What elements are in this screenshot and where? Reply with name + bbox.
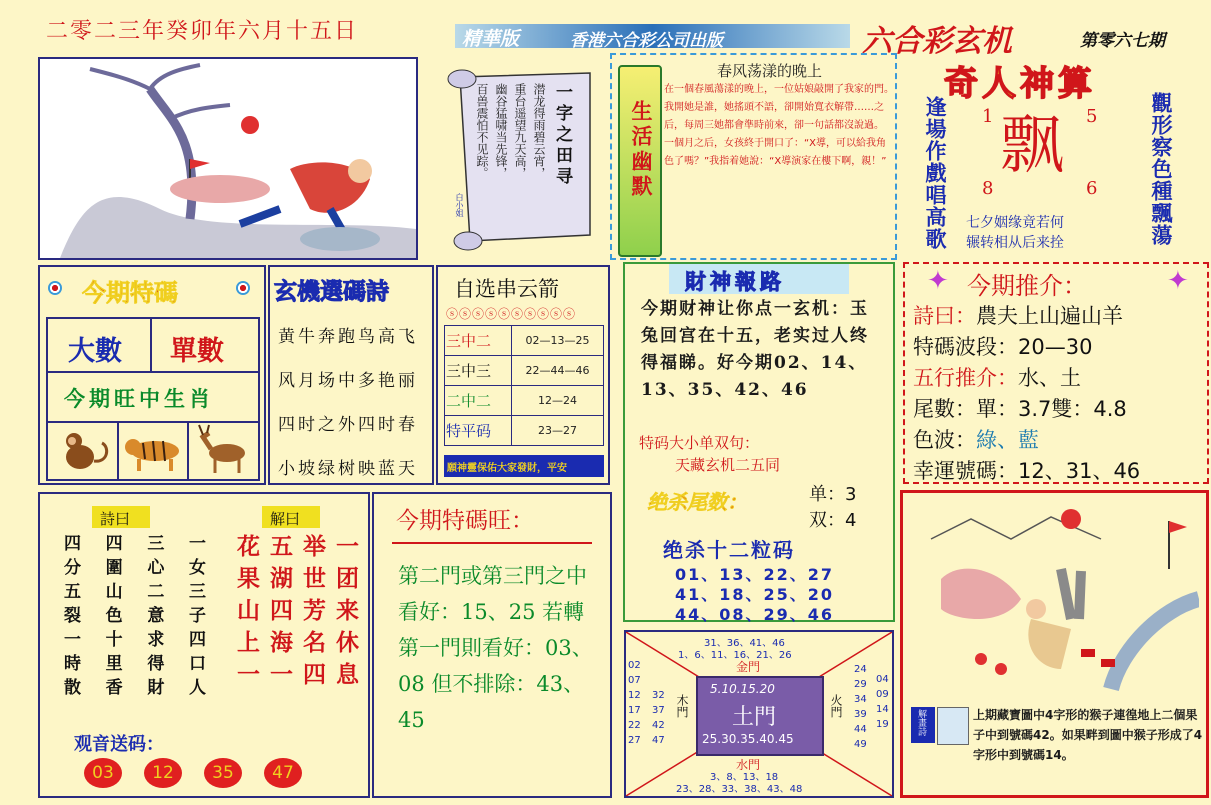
special-wang-panel <box>372 492 612 798</box>
recommend-row-6: 幸運號碼：12、31、46 <box>913 459 1141 483</box>
self-pick-label-2: 三中三 <box>445 356 512 386</box>
star-icon-right: ✦ <box>1167 266 1189 296</box>
gates-panel <box>624 630 894 798</box>
fortune-text: 今期财神让你点一玄机：玉兔回宫在十五，老实过人终得福睇。好今期02、14、13、35、42、46 <box>641 299 869 400</box>
special-code-panel <box>38 265 266 485</box>
picture-riddle-panel <box>900 490 1209 798</box>
self-pick-value-4: 23—27 <box>512 416 604 446</box>
fortune-title: 財神報路 <box>685 269 785 294</box>
riddle-number-4: 6 <box>1086 178 1098 199</box>
riddle-poem-line-2: 辗转相从后来拴 <box>966 235 1064 251</box>
picture-riddle-badge: 解畫詩 <box>916 709 926 736</box>
recommend-panel <box>903 262 1209 484</box>
special-code-title: 今期特碼 <box>82 278 178 307</box>
fortune-kill12-row-2: 41、18、25、20 <box>675 585 835 604</box>
code-poem-line-2: 风月场中多艳丽 <box>278 371 418 391</box>
fortune-panel <box>623 262 895 622</box>
recommend-row-5: 色波：綠、藍 <box>913 428 1039 452</box>
riddle-center-char: 飘 <box>1000 109 1064 183</box>
single-number-label: 單數 <box>170 336 224 367</box>
scroll-tag: 白小姐 <box>455 193 464 217</box>
humor-title: 春风荡漾的晚上 <box>717 62 823 80</box>
self-pick-value-3: 12—24 <box>512 386 604 416</box>
guanyin-ball-2: 12 <box>144 758 182 788</box>
recommend-row-3: 五行推介：水、土 <box>913 366 1081 390</box>
gates-fire: 火門 <box>829 694 843 718</box>
self-pick-wave: ⓢⓢⓢⓢⓢⓢⓢⓢⓢⓢ <box>446 307 577 321</box>
zodiac-title: 今期旺中生肖 <box>64 386 214 411</box>
scroll-poem-line-4: 百兽震怕不见踪。 <box>475 83 489 179</box>
humor-text: 在一個春風蕩漾的晚上，一位姑娘敲開了我家的門。 我開她是誰，她搖頭不語，卻開始寬衣解帶……之后，每周三她都會準時前來，卻一句話都沒說過。一個月之后，女孩終于開口了：“X導，可以給我角色了嗎？”我指着她說：“X導演家在樓下啊，親！” <box>664 84 899 167</box>
poem-col-2: 三心二意求得財 <box>143 534 164 702</box>
code-poem-panel <box>268 265 434 485</box>
picture-icon <box>937 707 969 745</box>
poem-label: 詩曰 <box>100 510 131 528</box>
solution-col-3: 五湖四海一 <box>266 534 293 694</box>
gates-right-col1: 24 29 34 39 44 49 <box>854 664 867 750</box>
self-pick-footer: 願神靈保佑大家發財，平安 <box>447 463 567 474</box>
gates-right-col2: 04 09 14 19 <box>876 674 889 730</box>
gates-bottom-nums-1: 3、8、13、18 <box>710 772 779 783</box>
self-pick-label-1: 三中二 <box>445 326 512 356</box>
gates-wood: 木門 <box>675 694 689 718</box>
gates-left-col2: 32 37 42 47 <box>652 690 665 746</box>
tiger-icon <box>119 423 190 479</box>
guanyin-label: 观音送码： <box>74 734 164 755</box>
scroll-poem-line-2: 重台遥望九天高， <box>513 83 527 179</box>
code-poem-line-3: 四时之外四时春 <box>278 415 418 435</box>
recommend-row-2: 特碼波段：20—30 <box>913 335 1093 359</box>
poem-col-3: 四圍山色十里香 <box>101 534 122 702</box>
header-edition: 精華版 <box>462 28 520 50</box>
recommend-row-1: 詩曰：農夫上山遍山羊 <box>913 304 1123 328</box>
humor-vertical-label: 生活幽默 <box>629 100 654 200</box>
code-poem-line-4: 小坡绿树映蓝天 <box>278 459 418 479</box>
scroll-title: 一字之田寻 <box>552 83 572 188</box>
riddle-left-text: 逢場作戲唱高歌 <box>923 96 948 250</box>
gates-earth: 土門 <box>732 705 777 730</box>
recommend-row-4: 尾數：單：3.7雙：4.8 <box>913 397 1127 421</box>
target-icon-right <box>236 281 250 295</box>
poem-col-1: 一女三子四口人 <box>184 534 205 702</box>
riddle-right-text: 觀形察色種飄蕩 <box>1149 92 1174 246</box>
scroll-panel <box>440 65 605 255</box>
single-number-cell <box>152 317 260 373</box>
illustration-running-man <box>38 57 418 260</box>
recommend-rows <box>913 300 1209 486</box>
code-poem-line-1: 黄牛奔跑鸟高飞 <box>278 327 418 347</box>
humor-panel <box>610 53 897 260</box>
solution-col-4: 花果山上一 <box>233 534 260 694</box>
zodiac-title-cell <box>46 373 260 423</box>
star-icon-left: ✦ <box>927 266 949 296</box>
fortune-kill-single: 单：3 <box>809 484 857 505</box>
solution-columns <box>234 534 362 734</box>
self-pick-label-4: 特平码 <box>445 416 512 446</box>
gates-earth-bottom: 25.30.35.40.45 <box>702 732 794 746</box>
picture-riddle-illustration <box>911 499 1199 694</box>
fortune-kill-tail-title: 绝杀尾数： <box>647 490 747 514</box>
gates-top-nums-1: 31、36、41、46 <box>704 638 785 649</box>
guanyin-ball-3: 35 <box>204 758 242 788</box>
self-pick-table <box>444 325 604 446</box>
scroll-poem-line-1: 潜龙得雨碧云宵， <box>532 83 546 179</box>
header-title: 六合彩玄机 <box>862 24 1012 59</box>
self-pick-title: 自选串云箭 <box>454 277 559 301</box>
riddle-poem-line-1: 七夕姻缘竟若何 <box>966 215 1064 231</box>
target-icon-left <box>48 281 62 295</box>
big-number-cell <box>46 317 152 373</box>
header-date: 二零二三年癸卯年六月十五日 <box>46 19 359 44</box>
fortune-kill-double: 双：4 <box>809 510 857 531</box>
gates-metal: 金門 <box>736 660 761 674</box>
code-poem-title: 玄機選碼詩 <box>274 278 389 305</box>
gates-water: 水門 <box>736 758 761 772</box>
guanyin-ball-1: 03 <box>84 758 122 788</box>
fortune-kill12-row-1: 01、13、22、27 <box>675 565 835 584</box>
fortune-odd-even-text: 天藏玄机二五同 <box>675 456 781 474</box>
big-number-label: 大數 <box>68 336 122 367</box>
riddle-number-2: 5 <box>1086 106 1098 127</box>
gates-left-col1: 02 07 12 17 22 27 <box>628 660 641 746</box>
gates-earth-top: 5.10.15.20 <box>710 682 775 696</box>
riddle-title: 奇人神算 <box>944 64 1096 104</box>
special-wang-divider <box>392 542 592 544</box>
monkey-icon <box>48 423 119 479</box>
recommend-title: 今期推介： <box>967 272 1087 300</box>
guanyin-ball-4: 47 <box>264 758 302 788</box>
self-pick-value-1: 02—13—25 <box>512 326 604 356</box>
fortune-kill12-title: 绝杀十二粒码 <box>663 538 795 562</box>
fortune-kill12-row-3: 44、08、29、46 <box>675 605 835 624</box>
zodiac-animals-row <box>46 423 260 481</box>
self-pick-value-2: 22—44—46 <box>512 356 604 386</box>
riddle-number-3: 8 <box>982 178 994 199</box>
goat-icon <box>189 423 258 479</box>
solution-label: 解曰 <box>270 510 301 528</box>
poem-solution-panel <box>38 492 370 798</box>
picture-riddle-text: 上期藏寶圖中4字形的猴子連徨地上二個果子中到號碼42。如果畔到圖中猴子形成了4字形中到號碼14。 <box>973 708 1203 762</box>
riddle-panel <box>900 50 1209 260</box>
header-issue: 第零六七期 <box>1080 31 1165 51</box>
scroll-poem <box>476 83 548 223</box>
special-wang-text: 第二門或第三門之中看好：15、25 若轉第一門則看好：03、08 但不排除：43、45 <box>398 564 593 732</box>
self-pick-label-3: 二中二 <box>445 386 512 416</box>
fortune-odd-even-title: 特码大小单双句： <box>639 434 760 452</box>
solution-col-2: 举世芳名四 <box>299 534 326 694</box>
special-wang-title: 今期特碼旺： <box>396 508 534 534</box>
header-publisher: 香港六合彩公司出版 <box>570 31 723 51</box>
poem-col-4: 四分五裂一時散 <box>60 534 80 702</box>
riddle-number-1: 1 <box>982 106 994 127</box>
solution-col-1: 一团来休息 <box>332 534 359 694</box>
self-pick-panel <box>436 265 610 485</box>
poem-columns <box>58 534 208 724</box>
scroll-poem-line-3: 幽谷猛啸当先锋， <box>494 83 508 179</box>
gates-bottom-nums-2: 23、28、33、38、43、48 <box>676 784 803 795</box>
gates-top-nums-2: 1、6、11、16、21、26 <box>678 650 792 661</box>
